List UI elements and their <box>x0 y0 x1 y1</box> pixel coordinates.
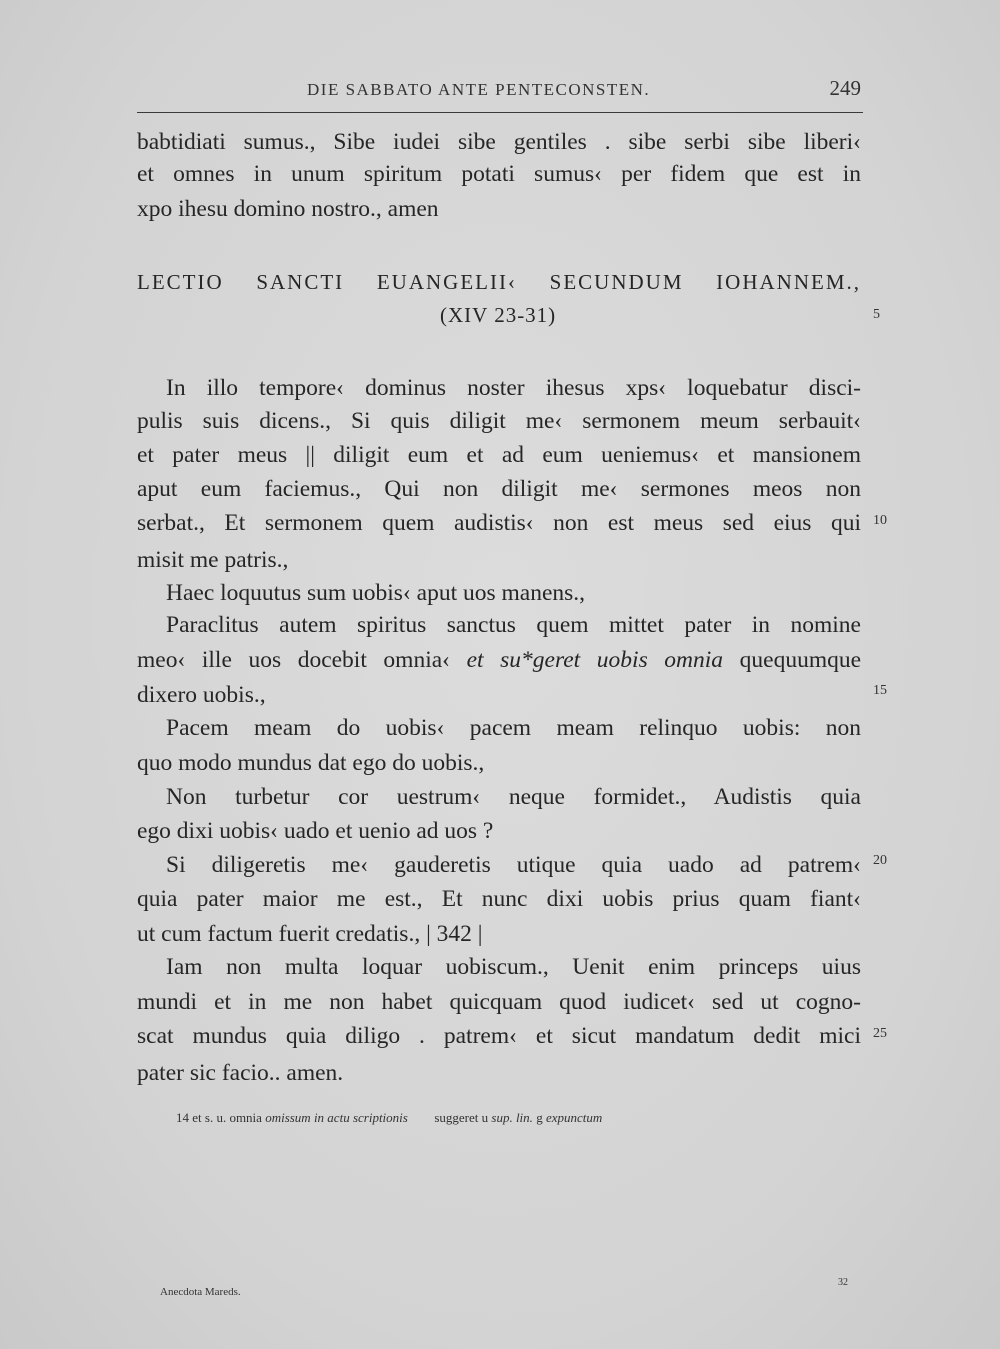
text-segment: quequumque <box>739 647 862 673</box>
text-line: Paraclitus autem spiritus sanctus quem mittet pater in nomine <box>166 612 861 638</box>
footnote-text: suggeret u <box>434 1110 489 1125</box>
footnote-text: 14 et s. u. omnia <box>176 1110 262 1125</box>
text-line: pulis suis dicens., Si quis diligit me‹ sermonem meum serbauit‹ <box>137 408 861 434</box>
footnote-text: expunctum <box>545 1110 603 1125</box>
footnote <box>176 1110 602 1126</box>
text-line: quo modo mundus dat ego do uobis., <box>137 750 485 776</box>
text-line: quia pater maior me est., Et nunc dixi uobis prius quam fiant‹ <box>137 886 861 912</box>
text-line: scat mundus quia diligo . patrem‹ et sicut mandatum dedit mici <box>137 1023 861 1049</box>
text-line: aput eum faciemus., Qui non diligit me‹ sermones meos non <box>137 476 861 502</box>
footnote-text: g <box>536 1110 543 1125</box>
text-line: ut cum factum fuerit credatis., | 342 | <box>137 921 483 947</box>
text-line: babtidiati sumus., Sibe iudei sibe gentiles . sibe serbi sibe liberi‹ <box>137 129 861 155</box>
text-line: dixero uobis., <box>137 682 266 708</box>
section-heading: LECTIO SANCTI EUANGELII‹ SECUNDUM IOHANNEM., <box>137 270 861 294</box>
text-line: misit me patris., <box>137 547 289 573</box>
line-number: 10 <box>873 513 887 528</box>
footnote-text: omissum in actu scriptionis <box>265 1110 408 1125</box>
line-number: 5 <box>873 307 880 322</box>
text-line: Haec loquutus sum uobis‹ aput uos manens., <box>166 580 586 606</box>
header-rule <box>137 112 863 113</box>
text-line: Iam non multa loquar uobiscum., Uenit enim princeps uius <box>166 954 861 980</box>
text-segment: meo‹ ille uos docebit omnia‹ <box>137 647 451 673</box>
line-number: 20 <box>873 853 887 868</box>
line-number: 15 <box>873 683 887 698</box>
text-line: serbat., Et sermonem quem audistis‹ non est meus sed eius qui <box>137 510 861 536</box>
line-number: 25 <box>873 1026 887 1041</box>
footnote-text: sup. lin. <box>491 1110 533 1125</box>
running-head: DIE SABBATO ANTE PENTECONSTEN. <box>307 80 651 99</box>
signature-line: Anecdota Mareds. <box>160 1286 241 1298</box>
text-line: Si diligeretis me‹ gauderetis utique quia uado ad patrem‹ <box>166 852 861 878</box>
marginal-insertion: et su*geret uobis omnia <box>466 647 724 673</box>
page-header <box>137 76 861 106</box>
text-line: In illo tempore‹ dominus noster ihesus xps‹ loquebatur disci- <box>166 375 861 401</box>
text-line: mundi et in me non habet quicquam quod iudicet‹ sed ut cogno- <box>137 989 861 1015</box>
scripture-reference: (XIV 23-31) <box>440 303 557 327</box>
text-line: et omnes in unum spiritum potati sumus‹ per fidem que est in <box>137 161 861 187</box>
text-line: et pater meus || diligit eum et ad eum ueniemus‹ et mansionem <box>137 442 861 468</box>
signature-mark: 32 <box>838 1277 848 1288</box>
text-line: pater sic facio.. amen. <box>137 1060 344 1086</box>
text-line: Non turbetur cor uestrum‹ neque formidet., Audistis quia <box>166 784 861 810</box>
text-line: Pacem meam do uobis‹ pacem meam relinquo uobis: non <box>166 715 861 741</box>
page-number: 249 <box>829 76 861 100</box>
text-line <box>137 645 861 675</box>
text-line: ego dixi uobis‹ uado et uenio ad uos ? <box>137 818 494 844</box>
text-line: xpo ihesu domino nostro., amen <box>137 196 439 222</box>
